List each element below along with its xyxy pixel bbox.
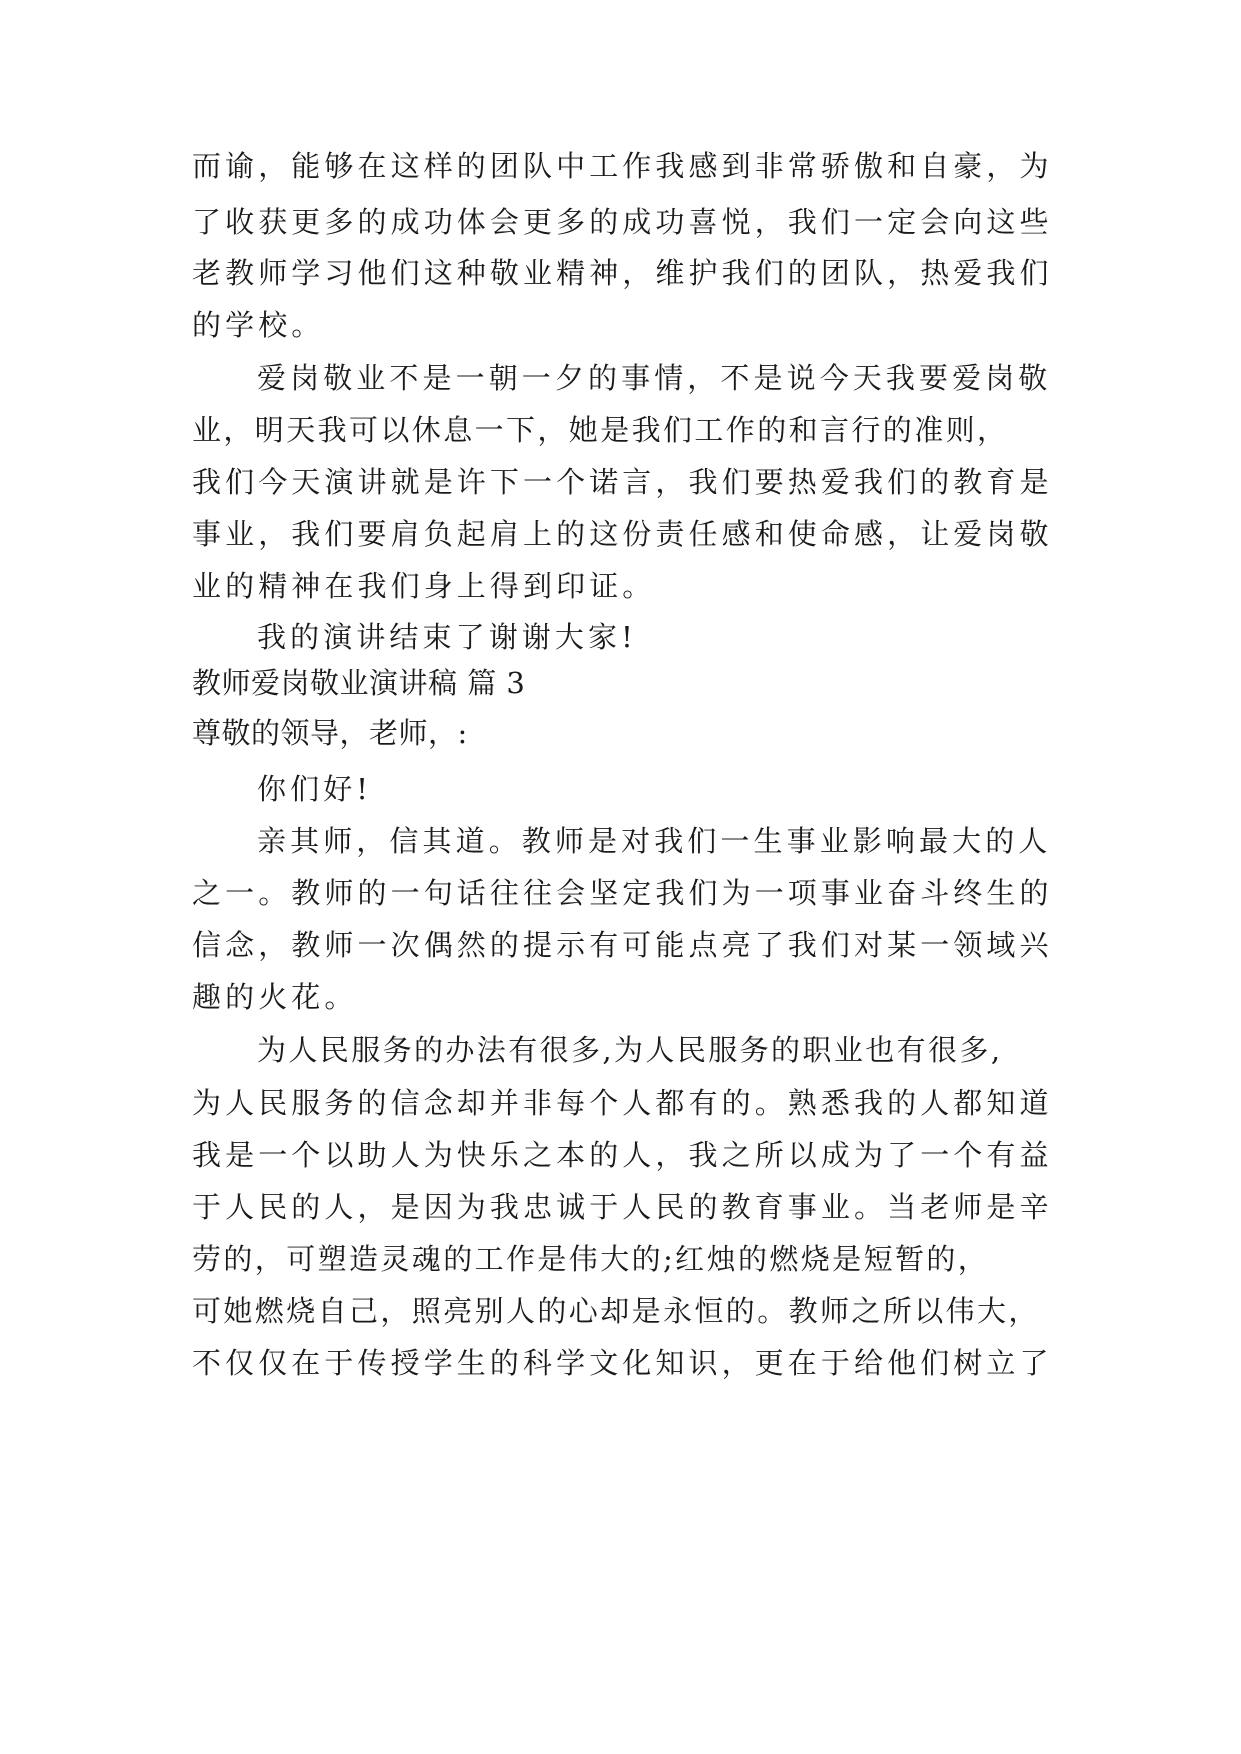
- paragraph-line: 的学校。: [192, 308, 325, 342]
- paragraph-line: 于人民的人，是因为我忠诚于人民的教育事业。当老师是辛: [192, 1190, 1053, 1224]
- paragraph-line: 事业，我们要肩负起肩上的这份责任感和使命感，让爱岗敬: [192, 517, 1053, 551]
- paragraph-line: 业的精神在我们身上得到印证。: [192, 569, 656, 603]
- section-heading: 教师爱岗敬业演讲稿 篇 3: [192, 666, 526, 700]
- paragraph-line: 不仅仅在于传授学生的科学文化知识，更在于给他们树立了: [192, 1346, 1053, 1380]
- paragraph-line: 劳的，可塑造灵魂的工作是伟大的;红烛的燃烧是短暂的，: [192, 1242, 990, 1276]
- paragraph-line: 为人民服务的信念却并非每个人都有的。熟悉我的人都知道: [192, 1086, 1053, 1120]
- greeting: 你们好!: [257, 772, 373, 806]
- paragraph-line: 业，明天我可以休息一下，她是我们工作的和言行的准则，: [192, 413, 1009, 447]
- paragraph-line: 为人民服务的办法有很多,为人民服务的职业也有很多,: [257, 1033, 1003, 1067]
- paragraph-line: 我是一个以助人为快乐之本的人，我之所以成为了一个有益: [192, 1138, 1053, 1172]
- paragraph-line: 可她燃烧自己，照亮别人的心却是永恒的。教师之所以伟大，: [192, 1294, 1040, 1328]
- salutation: 尊敬的领导，老师，:: [192, 716, 468, 750]
- paragraph-line: 我们今天演讲就是许下一个诺言，我们要热爱我们的教育是: [192, 465, 1053, 499]
- paragraph-line: 了收获更多的成功体会更多的成功喜悦，我们一定会向这些: [192, 205, 1053, 239]
- paragraph-line: 爱岗敬业不是一朝一夕的事情，不是说今天我要爱岗敬: [257, 361, 1052, 395]
- paragraph-line: 老教师学习他们这种敬业精神，维护我们的团队，热爱我们: [192, 256, 1053, 290]
- paragraph-line: 亲其师，信其道。教师是对我们一生事业影响最大的人: [257, 824, 1052, 858]
- paragraph-line: 信念，教师一次偶然的提示有可能点亮了我们对某一领域兴: [192, 928, 1053, 962]
- paragraph-line: 趣的火花。: [192, 980, 358, 1014]
- paragraph-line: 而谕，能够在这样的团队中工作我感到非常骄傲和自豪，为: [192, 149, 1053, 183]
- paragraph-line: 之一。教师的一句话往往会坚定我们为一项事业奋斗终生的: [192, 876, 1053, 910]
- closing-line: 我的演讲结束了谢谢大家!: [257, 620, 637, 654]
